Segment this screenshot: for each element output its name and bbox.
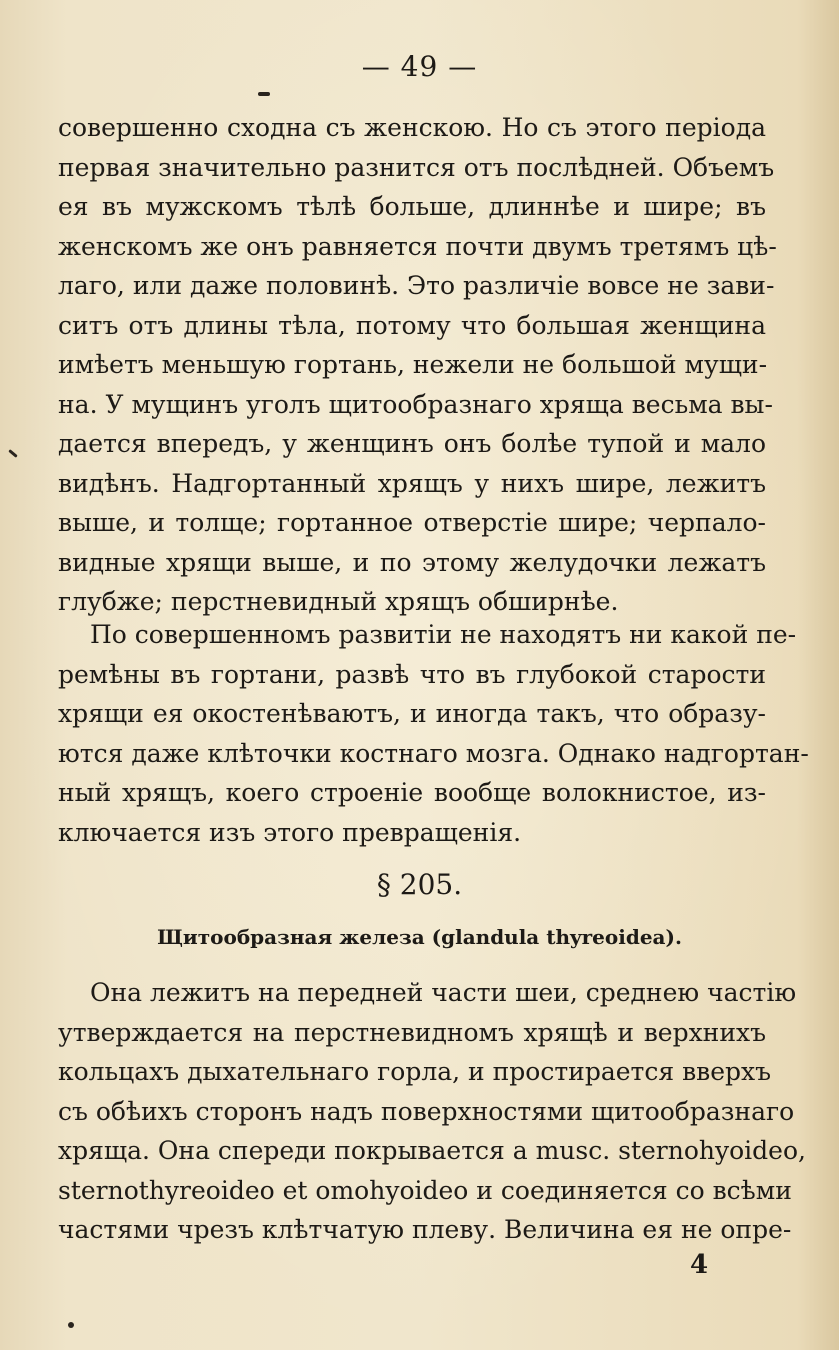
text-line: sternothyreoideo et omohyoideo и соединяется со всѣми (58, 1175, 792, 1205)
text-line: ея въ мужскомъ тѣлѣ больше, длиннѣе и шире; въ (58, 192, 766, 221)
text-line: хряща. Она спереди покрывается a musc. sternohyoideo, (58, 1136, 806, 1165)
text-line: Она лежитъ на передней части шеи, среднею частію (90, 978, 797, 1007)
text-line: хрящи ея окостенѣваютъ, и иногда такъ, что образу- (58, 699, 766, 728)
text-line: ключается изъ этого превращенія. (58, 817, 522, 847)
ink-mark (68, 1322, 74, 1328)
page-number: — 49 — (361, 50, 478, 83)
text-line: глубже; перстневидный хрящъ обширнѣе. (58, 587, 619, 616)
text-line: видѣнъ. Надгортанный хрящъ у нихъ шире, лежитъ (58, 468, 766, 498)
text-line: ный хрящъ, коего строеніе вообще волокнистое, из- (58, 778, 766, 807)
signature-mark: 4 (690, 1250, 709, 1280)
paragraph-3 (58, 973, 806, 1250)
text-line: женскомъ же онъ равняется почти двумъ третямъ цѣ- (58, 231, 777, 261)
text-line: выше, и толще; гортанное отверстіе шире; черпало- (58, 508, 766, 537)
ink-mark (258, 92, 270, 96)
text-line: съ обѣихъ сторонъ надъ поверхностями щитообразнаго (58, 1096, 795, 1126)
text-line: лаго, или даже половинѣ. Это различіе вовсе не зави- (58, 271, 775, 300)
text-line: кольцахъ дыхательнаго горла, и простирается вверхъ (58, 1057, 772, 1086)
text-line: По совершенномъ развитіи не находятъ ни какой пе- (90, 620, 797, 649)
text-line: утверждается на перстневидномъ хрящѣ и верхнихъ (58, 1017, 766, 1047)
text-line: имѣетъ меньшую гортань, нежели не большой мущи- (58, 350, 768, 379)
section-number: § 205. (376, 868, 463, 901)
text-line: ются даже клѣточки костнаго мозга. Однако надгортан- (58, 738, 809, 768)
text-line: видные хрящи выше, и по этому желудочки лежатъ (58, 547, 766, 577)
text-line: первая значительно разнится отъ послѣдней. Объемъ (58, 152, 775, 182)
paragraph-1 (58, 108, 777, 622)
text-line: ремѣны въ гортани, развѣ что въ глубокой старости (58, 659, 766, 689)
paragraph-2 (58, 615, 809, 852)
text-line: совершенно сходна съ женскою. Но съ этого періода (58, 113, 766, 142)
text-line: ситъ отъ длины тѣла, потому что большая женщина (58, 310, 766, 340)
ink-mark (8, 449, 18, 458)
text-line: дается впередъ, у женщинъ онъ болѣе тупой и мало (58, 429, 766, 458)
text-line: частями чрезъ клѣтчатую плеву. Величина ея не опре- (58, 1215, 792, 1244)
section-title: Щитообразная железа (glandula thyreoidea). (157, 925, 682, 949)
text-line: на. У мущинъ уголъ щитообразнаго хряща весьма вы- (58, 389, 773, 419)
